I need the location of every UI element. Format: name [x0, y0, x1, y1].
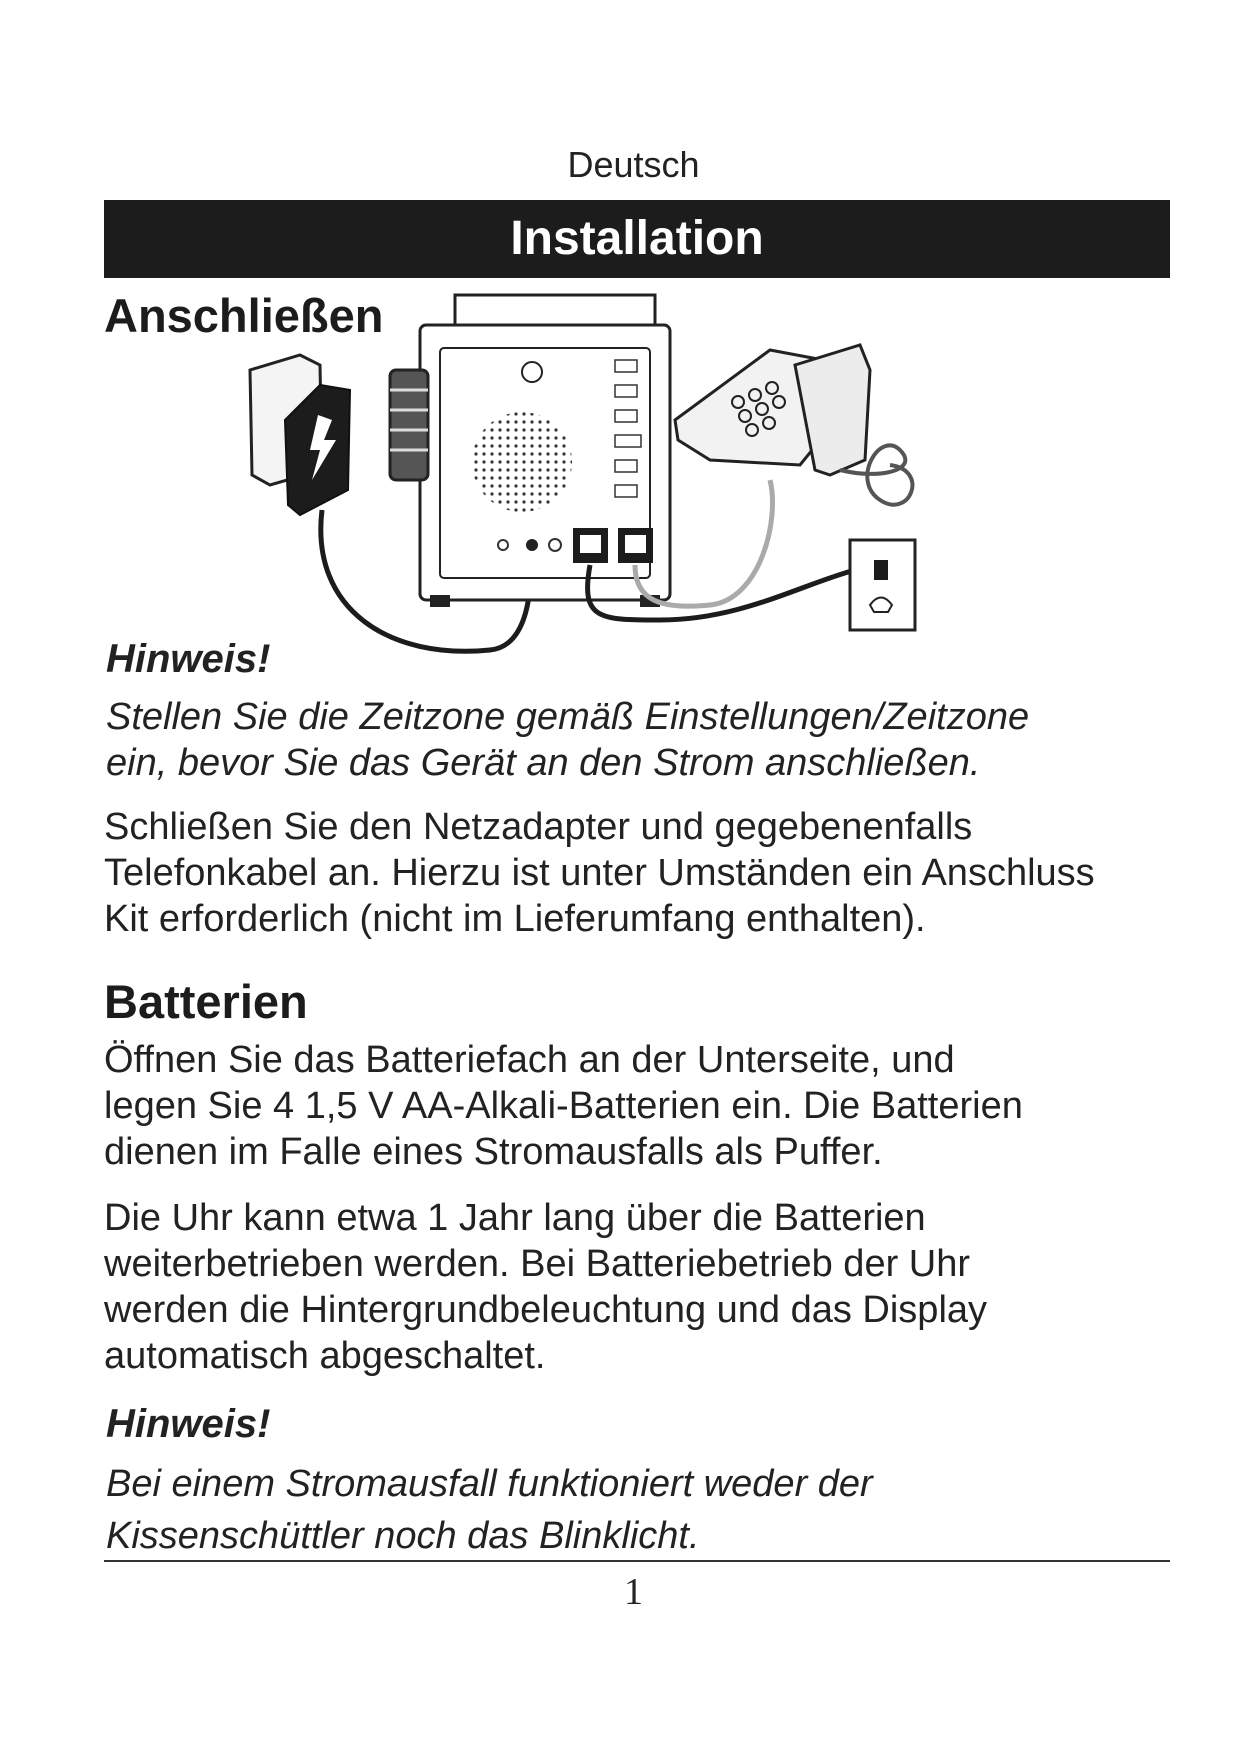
connect-note-title: Hinweis! [106, 637, 271, 681]
batteries-note-line: Kissenschüttler noch das Blinklicht. [106, 1515, 700, 1557]
batteries-heading: Batterien [104, 975, 308, 1028]
telephone-icon [675, 345, 912, 505]
batteries-paragraph-line: Öffnen Sie das Batteriefach an der Unterseite, und [104, 1039, 955, 1081]
batteries-paragraph-2 [104, 1195, 1224, 1379]
connect-paragraph-line: Telefonkabel an. Hierzu ist unter Umständen ein Anschluss [104, 852, 1095, 894]
batteries-paragraph-line: Die Uhr kann etwa 1 Jahr lang über die Batterien [104, 1197, 926, 1239]
batteries-paragraph-line: dienen im Falle eines Stromausfalls als Puffer. [104, 1131, 883, 1173]
connect-heading: Anschließen [104, 289, 384, 342]
alarm-clock-unit-icon [390, 295, 670, 607]
batteries-paragraph-line: weiterbetrieben werden. Bei Batteriebetrieb der Uhr [104, 1243, 971, 1285]
batteries-paragraph-line: automatisch abgeschaltet. [104, 1335, 546, 1377]
language-label: Deutsch [567, 144, 700, 185]
connect-paragraph-line: Schließen Sie den Netzadapter und gegebenenfalls [104, 806, 973, 848]
section-title: Installation [510, 212, 764, 265]
power-outlet-icon [250, 355, 350, 515]
batteries-paragraph-line: legen Sie 4 1,5 V AA-Alkali-Batterien ein. Die Batterien [104, 1085, 1023, 1127]
batteries-note-title: Hinweis! [106, 1402, 271, 1446]
connect-paragraph-line: Kit erforderlich (nicht im Lieferumfang enthalten). [104, 898, 926, 940]
connect-paragraph [104, 804, 1224, 942]
connect-note-line: Stellen Sie die Zeitzone gemäß Einstellungen/Zeitzone [106, 696, 1030, 738]
batteries-note-line: Bei einem Stromausfall funktioniert weder der [106, 1463, 873, 1505]
connect-note-line: ein, bevor Sie das Gerät an den Strom anschließen. [106, 742, 981, 784]
batteries-paragraph-line: werden die Hintergrundbeleuchtung und das Display [104, 1289, 988, 1331]
batteries-note-body [106, 1458, 1186, 1562]
batteries-paragraph-1 [104, 1037, 1224, 1175]
page-number: 1 [624, 1571, 643, 1613]
connection-illustration [240, 290, 1000, 690]
footer-divider [104, 1560, 1170, 1562]
wall-jack-icon [850, 540, 915, 630]
section-title-bar [104, 200, 1170, 278]
connect-note-body [106, 694, 1186, 786]
